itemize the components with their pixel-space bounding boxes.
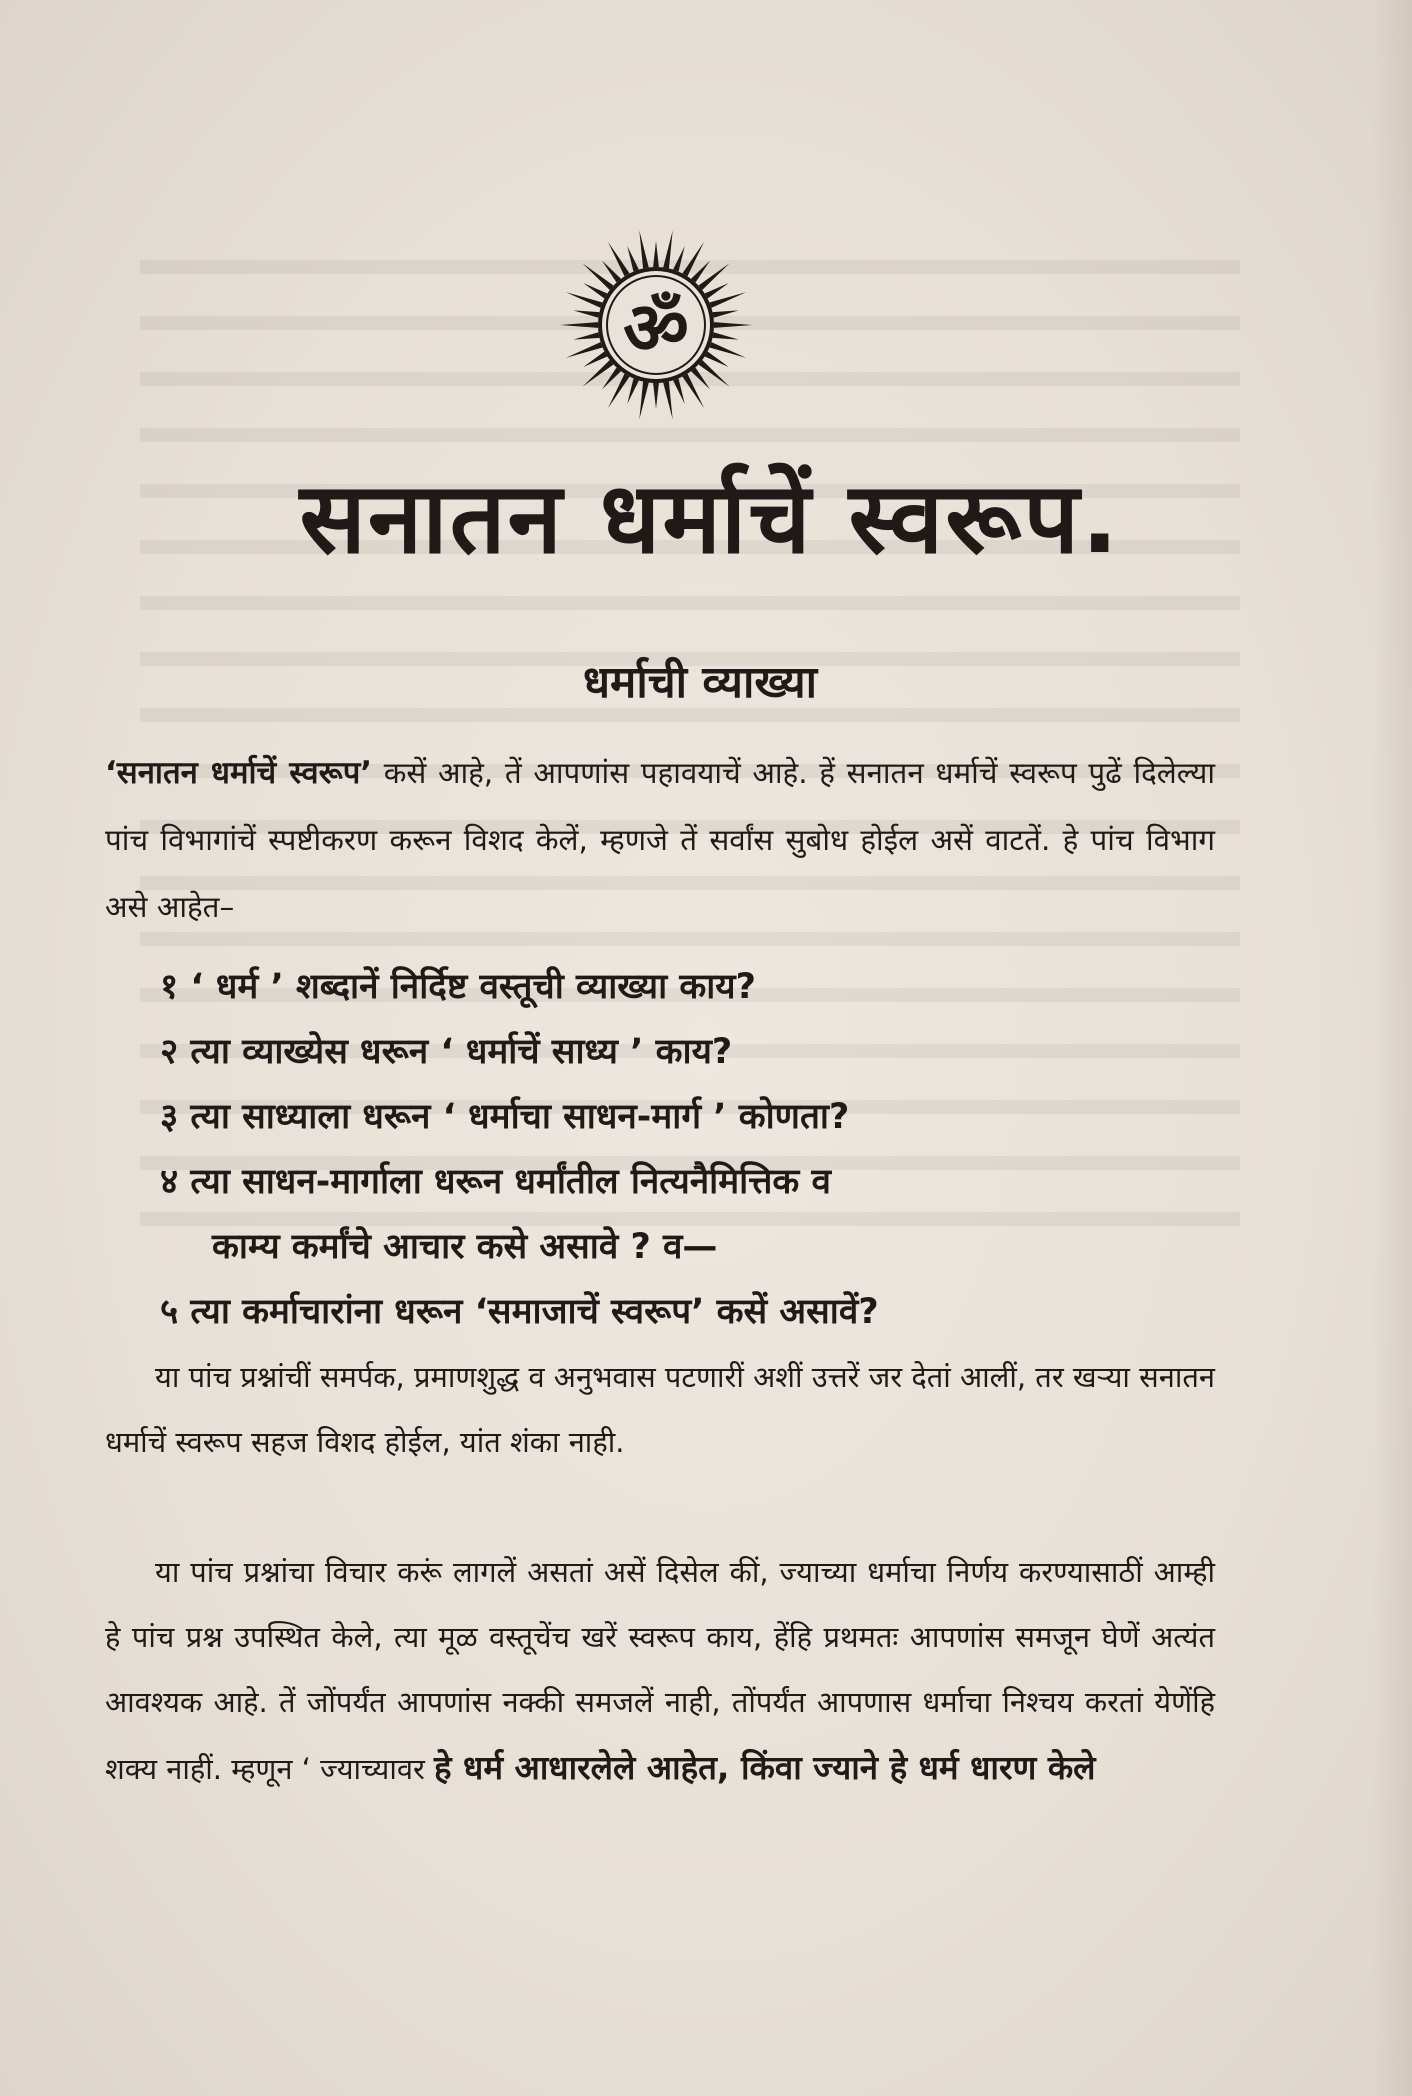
question-list: [160, 955, 1220, 1345]
question-item: १ ‘ धर्म ’ शब्दानें निर्दिष्ट वस्तूची व्याख्या काय?: [160, 967, 756, 1007]
section-heading: धर्माची व्याख्या: [582, 657, 818, 708]
svg-text:ॐ: ॐ: [623, 286, 689, 370]
question-item: ४ त्या साधन-मार्गाला धरून धर्मांतील नित्यनैमित्तिक व काम्य कर्मांचे आचार कसे असावे ? व—: [160, 1150, 1220, 1280]
intro-text: कसें आहे, तें आपणांस पहावयाचें आहे. हें सनातन धर्माचें स्वरूप पुढें दिलेल्या पांच विभागांचें स्पष्टीकरण करून विशद केलें, म्हणजे तें सर्वांस सुबोध होईल असें वाटतें. हे पांच विभाग असे आहेत–: [105, 756, 1215, 924]
question-continuation: काम्य कर्मांचे आचार कसे असावे ? व—: [212, 1227, 718, 1267]
page-title: सनातन धर्माचें स्वरूप.: [299, 462, 1121, 576]
question-item: २ त्या व्याख्येस धरून ‘ धर्माचें साध्य ’ काय?: [160, 1032, 733, 1072]
intro-lead: ‘सनातन धर्माचें स्वरूप’: [105, 755, 373, 791]
body-paragraph: या पांच प्रश्नांचीं समर्पक, प्रमाणशुद्ध व अनुभवास पटणारीं अशीं उत्तरें जर देतां आलीं, तर खऱ्या सनातन धर्माचें स्वरूप सहज विशद होईल, यांत शंका नाही.: [105, 1360, 1215, 1459]
question-item: ५ त्या कर्माचारांना धरून ‘समाजाचें स्वरूप’ कसें असावें?: [160, 1292, 879, 1332]
page-edge-shadow: [1372, 0, 1412, 2096]
question-item: ३ त्या साध्याला धरून ‘ धर्माचा साधन-मार्ग ’ कोणता?: [160, 1097, 850, 1137]
body-paragraph-last-line: हे धर्म आधारलेले आहेत, किंवा ज्याने हे धर्म धारण केले: [434, 1748, 1096, 1787]
om-sun-emblem-icon: [556, 225, 756, 425]
intro-paragraph: [105, 740, 1215, 941]
body-paragraph: या पांच प्रश्नांचा विचार करूं लागलें असतां असें दिसेल कीं, ज्याच्या धर्माचा निर्णय करण्यासाठीं आम्ही हे पांच प्रश्न उपस्थित केले, त्या मूळ वस्तूचेंच खरें स्वरूप काय, हेंहि प्रथमतः आपणांस समजून घेणें अत्यंत आवश्यक आहे. तें जोंपर्यंत आपणांस नक्की समजलें नाही, तोंपर्यंत आपणास धर्माचा निश्चय करतां येणेंहि शक्य नाहीं. म्हणून ‘ ज्याच्यावर हे धर्म आधारलेले आहेत, किंवा ज्याने हे धर्म धारण केले: [105, 1555, 1215, 1787]
